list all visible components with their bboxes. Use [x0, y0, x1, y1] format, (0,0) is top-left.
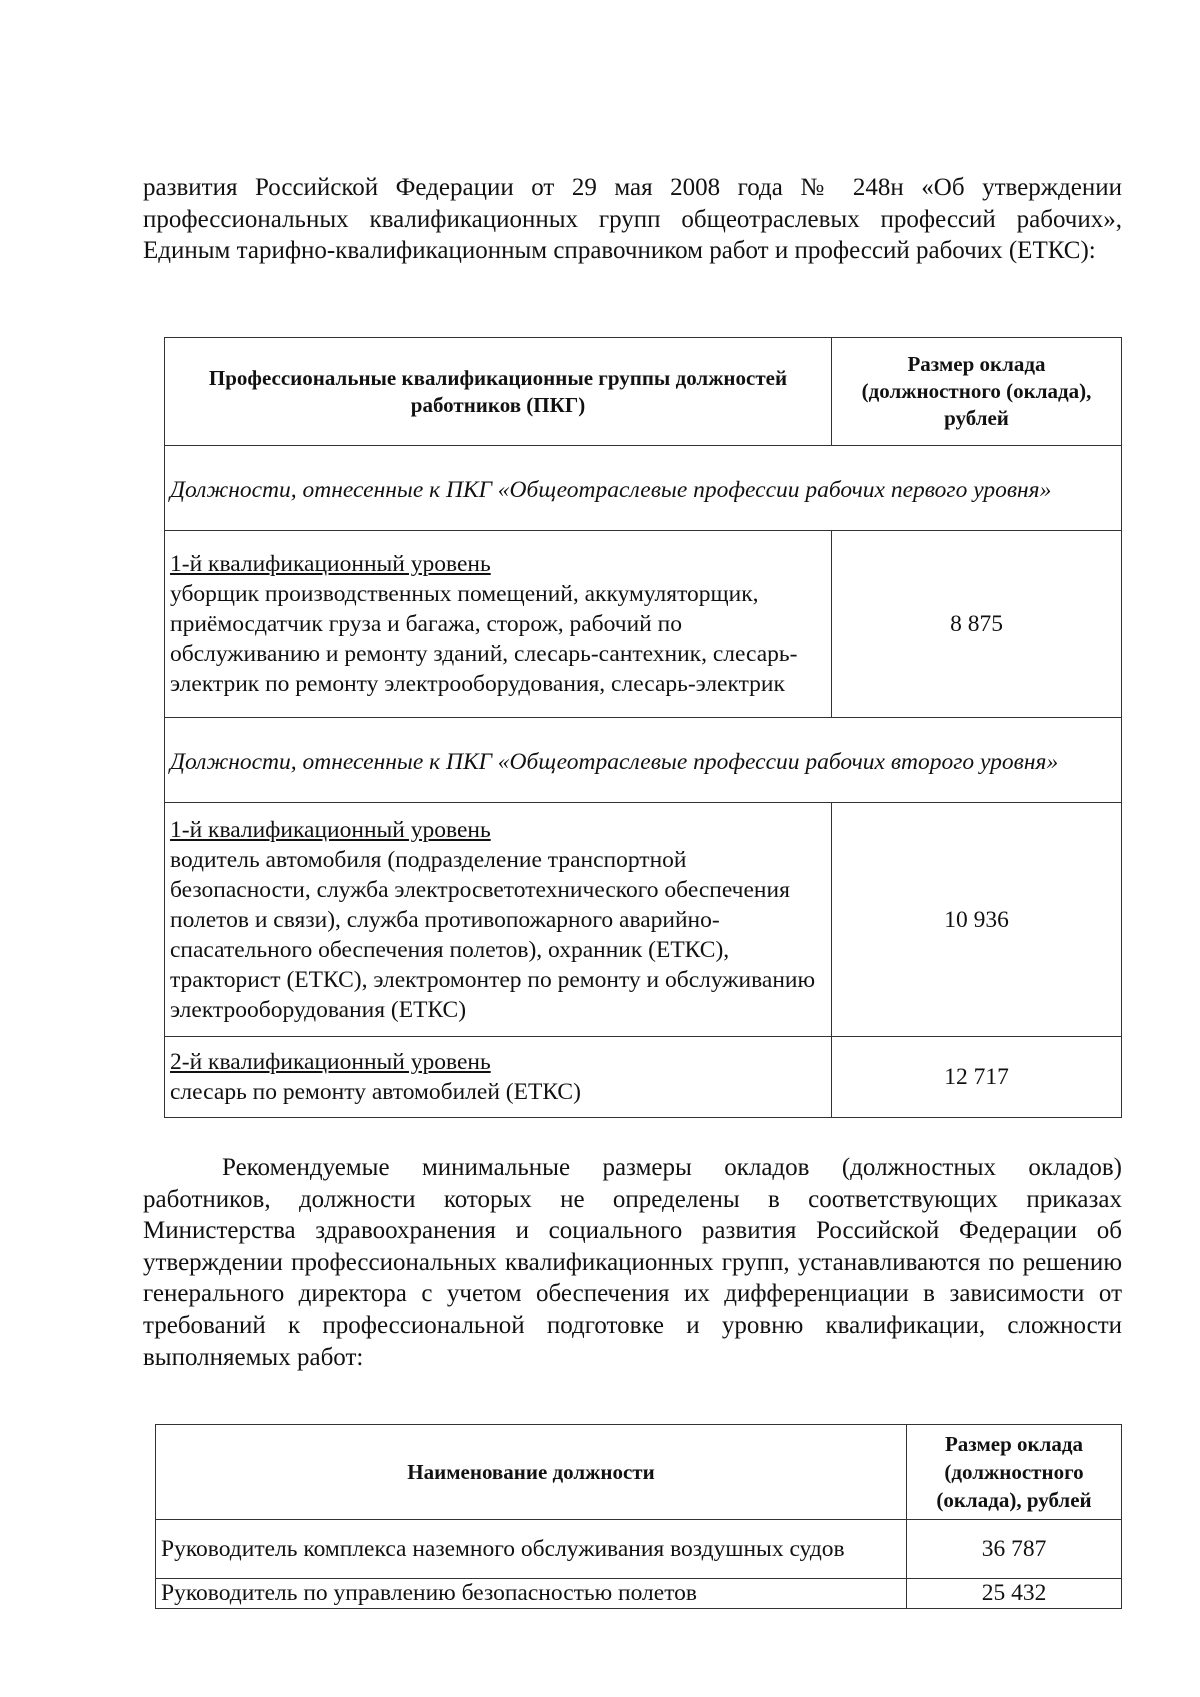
group-row: [165, 446, 1122, 531]
table-header-row: [156, 1425, 1122, 1520]
level-cell: [165, 1037, 832, 1118]
level-positions: слесарь по ремонту автомобилей (ЕТКС): [170, 1079, 581, 1105]
group-title: Должности, отнесенные к ПКГ «Общеотраслевые профессии рабочих второго уровня»: [165, 718, 1122, 803]
position-salary-table: [155, 1424, 1122, 1609]
group-title: Должности, отнесенные к ПКГ «Общеотраслевые профессии рабочих первого уровня»: [165, 446, 1122, 531]
table-row: [165, 1037, 1122, 1118]
column-header-position: Наименование должности: [156, 1425, 907, 1520]
table-header-row: [165, 338, 1122, 446]
salary-value: 25 432: [907, 1579, 1122, 1609]
salary-value: 36 787: [907, 1520, 1122, 1579]
group-row: [165, 718, 1122, 803]
intro-paragraph: развития Российской Федерации от 29 мая 2008 года № 248н «Об утверждении профессиональных квалификационных групп общеотраслевых профессий рабочих», Единым тарифно-квалификационным справочником работ и профессий рабочих (ЕТКС):: [143, 174, 1122, 265]
pkg-salary-table: [164, 337, 1122, 1118]
table-row: [165, 531, 1122, 718]
table-row: [165, 803, 1122, 1037]
salary-value: 10 936: [832, 803, 1122, 1037]
level-title: 1-й квалификационный уровень: [170, 551, 491, 577]
level-title: 2-й квалификационный уровень: [170, 1049, 491, 1075]
recommend-paragraph: Рекомендуемые минимальные размеры окладов (должностных окладов) работников, должности которых не определены в соответствующих приказах Министерства здравоохранения и социального развития Российской Федерации об утверждении профессиональных квалификационных групп, устанавливаются по решению генерального директора с учетом обеспечения их дифференциации в зависимости от требований к профессиональной подготовке и уровню квалификации, сложности выполняемых работ:: [143, 1154, 1122, 1371]
level-positions: водитель автомобиля (подразделение транспортной безопасности, служба электросветотехнического обеспечения полетов и связи), служба противопожарного аварийно-спасательного обеспечения полетов), охранник (ЕТКС), тракторист (ЕТКС), электромонтер по ремонту и обслуживанию электрооборудования (ЕТКС): [170, 846, 816, 1023]
table-row: [156, 1520, 1122, 1579]
column-header-salary: Размер оклада (должностного (оклада), рублей: [832, 338, 1122, 446]
column-header-salary: Размер оклада (должностного (оклада), рублей: [907, 1425, 1122, 1520]
salary-value: 8 875: [832, 531, 1122, 718]
level-positions: уборщик производственных помещений, аккумуляторщик, приёмосдатчик груза и багажа, сторож, рабочий по обслуживанию и ремонту зданий, слесарь-сантехник, слесарь-электрик по ремонту электрооборудования, слесарь-электрик: [170, 581, 798, 697]
column-header-pkg: Профессиональные квалификационные группы должностей работников (ПКГ): [165, 338, 832, 446]
position-name: Руководитель по управлению безопасностью полетов: [156, 1579, 907, 1609]
level-cell: [165, 803, 832, 1037]
level-cell: [165, 531, 832, 718]
level-title: 1-й квалификационный уровень: [170, 816, 491, 843]
table-row: [156, 1579, 1122, 1609]
position-name: Руководитель комплекса наземного обслуживания воздушных судов: [156, 1520, 907, 1579]
salary-value: 12 717: [832, 1037, 1122, 1118]
